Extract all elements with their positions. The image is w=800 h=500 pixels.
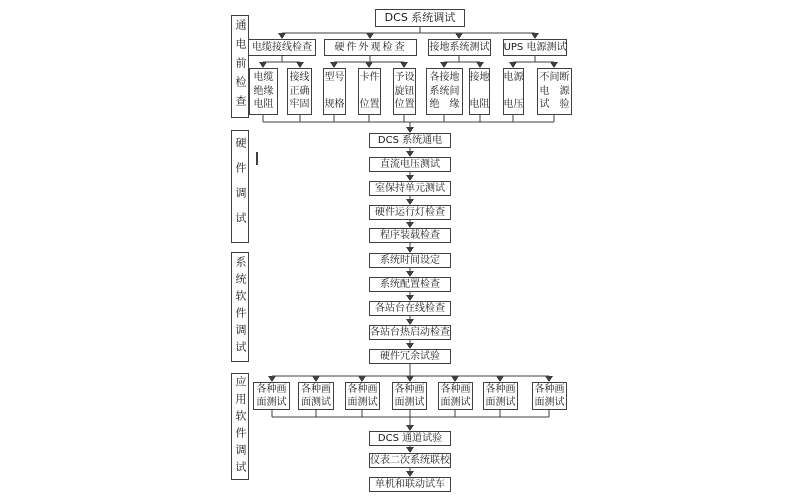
check-item-line: 牢固 [289, 99, 310, 110]
phase-label-text: 硬件调试 [234, 136, 247, 237]
check-group-hardware-appearance: 硬件外观检查 [324, 39, 417, 56]
check-item-line: 电压 [503, 99, 524, 110]
check-item-line: 接地 [469, 72, 490, 83]
flow-node-dc-voltage-test: 直流电压测试 [369, 157, 451, 172]
flow-node-screen-test: 各种画面测试 [253, 382, 290, 410]
check-item-line: 电阻 [253, 99, 274, 110]
flow-node-trial-run: 单机和联动试车 [369, 477, 451, 492]
flow-node-time-setting: 系统时间设定 [369, 253, 451, 268]
check-item-card-position [358, 68, 381, 115]
check-item-model-spec [323, 68, 346, 115]
check-group-ups-power: UPS 电源测试 [503, 39, 567, 56]
flow-node-program-load-check: 程序装载检查 [369, 228, 451, 243]
phase-label-text: 通电前检查 [234, 19, 247, 114]
flow-node-system-power-on: DCS 系统通电 [369, 133, 451, 148]
check-item-line: 电阻 [469, 99, 490, 110]
check-group-grounding-system: 接地系统测试 [428, 39, 491, 56]
check-item-line: 系统间 [429, 85, 460, 97]
check-item-line: 位置 [394, 99, 415, 110]
check-item-line: 电缆 [253, 72, 274, 83]
flow-node-running-light-check: 硬件运行灯检查 [369, 205, 451, 220]
flow-node-screen-test: 各种画面测试 [483, 382, 518, 410]
phase-label-text: 应用软件调试 [234, 375, 247, 478]
check-item-line: 不间断 [539, 72, 570, 83]
check-item-line: 旋钮 [394, 85, 415, 97]
flow-node-screen-test: 各种画面测试 [532, 382, 567, 410]
check-group-cable-wiring: 电缆接线检查 [248, 39, 316, 56]
check-item-power-voltage [503, 68, 524, 115]
flow-node-config-check: 系统配置检查 [369, 277, 451, 292]
check-item-line: 电源 [503, 72, 524, 83]
phase-label-system-software-debug [231, 252, 249, 362]
check-item-line: 型号 [324, 72, 345, 83]
check-item-line: 正确 [289, 85, 310, 97]
check-item-line: 予设 [394, 72, 415, 83]
check-item-line: 各接地 [429, 72, 460, 83]
check-item-line: 试 验 [539, 99, 570, 110]
check-item-line: 绝 缘 [429, 99, 460, 110]
flow-node-hot-start-check: 各站台热启动检查 [369, 325, 451, 340]
check-item-line: 绝缘 [253, 85, 274, 97]
phase-label-hardware-debug [231, 130, 249, 243]
check-item-line: 规格 [324, 99, 345, 110]
check-item-line: 接线 [289, 72, 310, 83]
check-item-wiring-correct-firm [287, 68, 312, 115]
stray-mark [256, 152, 258, 165]
phase-label-text: 系统软件调试 [234, 256, 247, 358]
flow-node-retention-unit-test: 室保持单元测试 [369, 181, 451, 196]
check-item-ground-resistance [469, 68, 490, 115]
check-item-inter-ground-insulation [426, 68, 463, 115]
flow-node-instrument-joint-calibration: 仪表二次系统联校 [369, 453, 451, 468]
check-item-preset-knob-position [393, 68, 416, 115]
check-item-line: 卡件 [359, 72, 380, 83]
flow-node-screen-test: 各种画面测试 [345, 382, 380, 410]
flow-node-screen-test: 各种画面测试 [392, 382, 427, 410]
flow-node-channel-test: DCS 通道试验 [369, 431, 451, 446]
flow-node-station-online-check: 各站台在线检查 [369, 301, 451, 316]
check-item-cable-insulation-resistance [249, 68, 278, 115]
flow-node-screen-test: 各种画面测试 [438, 382, 473, 410]
flow-node-redundancy-test: 硬件冗余试验 [369, 349, 451, 364]
flow-node-dcs-system-debug: DCS 系统调试 [375, 9, 465, 27]
check-item-ups-test [537, 68, 572, 115]
check-item-line: 电 源 [539, 85, 570, 97]
flow-node-screen-test: 各种画面测试 [298, 382, 334, 410]
phase-label-application-software-debug [231, 373, 249, 480]
check-item-line: 位置 [359, 99, 380, 110]
phase-label-pre-power-check [231, 15, 249, 118]
